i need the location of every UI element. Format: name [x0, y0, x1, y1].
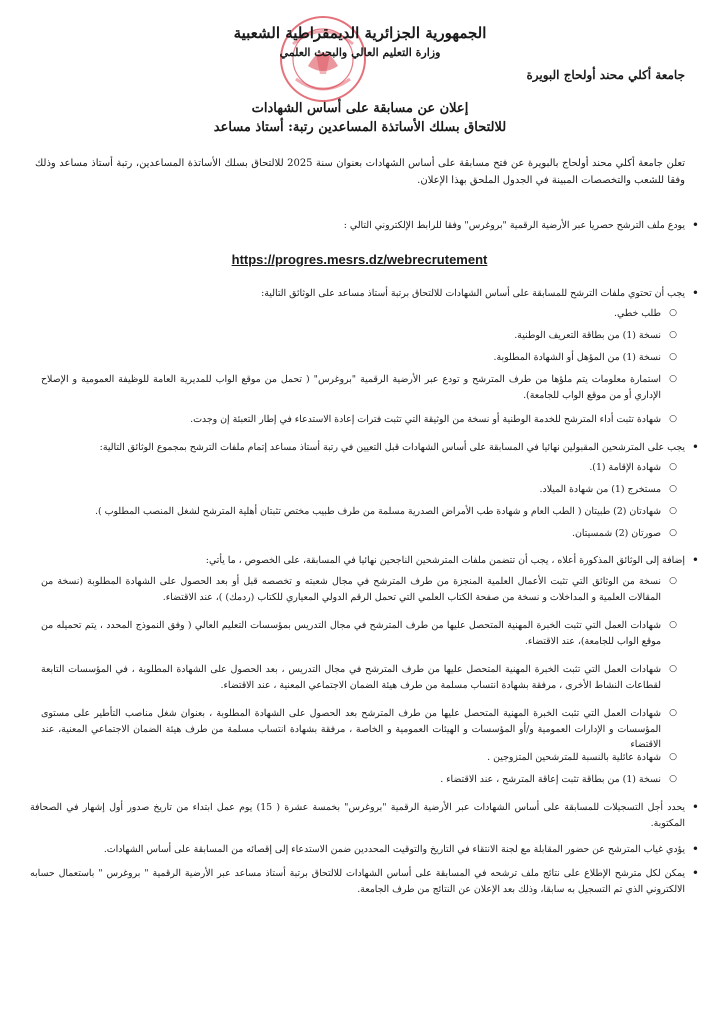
extra-doc-item: ○ نسخة من الوثائق التي تثبت الأعمال العلمية المنجزة من طرف المترشح في مجال شعبته و تخصصه قبل أو بعد الحصول على الشهادة المطلوبة (نسخة من المقالات العلمية و المداخلات و نسخة من صفحة الكتاب العلمي التي تحمل الرقم الدولي المعياري للكتاب (ردمك) )، عند الاقتضاء.	[41, 574, 661, 605]
university-name: جامعة أكلي محند أولحاج البويرة	[526, 68, 685, 82]
extra-doc-item: ○ شهادات العمل التي تثبت الخبرة المهنية المتحصل عليها من طرف المترشح في مجال التدريس بمؤسسات التعليم العالي ( وفق النموذج المحدد ، يتم تحميله من موقع الواب للجامعة)، عند الاقتضاء.	[41, 618, 661, 649]
final-doc-item: ○ شهادة الإقامة (1).	[41, 460, 661, 476]
extra-doc-item: ○ نسخة (1) من بطاقة تثبت إعاقة المترشح ، عند الاقتضاء .	[41, 772, 661, 788]
final-docs-intro-bullet: • يجب على المترشحين المقبولين نهائيا في المسابقة على أساس الشهادات قبل التعيين في رتبة أستاذ مساعد إتمام ملفات الترشح بمجموع الوثائق التالية:	[30, 440, 685, 456]
doc-item: ○ استمارة معلومات يتم ملؤها من طرف المترشح و تودع عبر الأرضية الرقمية "بروغرس" ( تحمل من موقع الواب للمديرية العامة للوظيفة العمومية و الإصلاح الإداري أو من موقع الواب للجامعة).	[41, 372, 661, 403]
doc-item: ○ نسخة (1) من بطاقة التعريف الوطنية.	[41, 328, 661, 344]
submission-bullet: • يودع ملف الترشح حصريا عبر الأرضية الرقمية "بروغرس" وفقا للرابط الإلكتروني التالي :	[30, 218, 685, 234]
ministry-header: وزارة التعليم العالي والبحث العلمي	[279, 46, 441, 59]
final-doc-item: ○ مستخرج (1) من شهادة الميلاد.	[41, 482, 661, 498]
extra-docs-intro-bullet: • إضافة إلى الوثائق المذكورة أعلاه ، يجب أن تتضمن ملفات المترشحين الناجحين نهائيا في المسابقة، على الخصوص ، ما يأتي:	[30, 553, 685, 569]
intro-paragraph: تعلن جامعة أكلي محند أولحاج بالبويرة عن فتح مسابقة على أساس الشهادات بعنوان سنة 2025 للالتحاق بسلك الأساتذة المساعدين، رتبة أستاذ مساعد وذلك وفقا للشعب والتخصصات المبينة في الجدول الملحق بهذا الإعلان.	[35, 158, 685, 186]
doc-item: ○ نسخة (1) من المؤهل أو الشهادة المطلوبة.	[41, 350, 661, 366]
final-doc-item: ○ شهادتان (2) طبيتان ( الطب العام و شهادة طب الأمراض الصدرية مسلمة من طرف طبيب مختص تثبتان أهلية المترشح لشغل المنصب المطلوب ).	[41, 504, 661, 520]
republic-header: الجمهورية الجزائرية الديمقراطية الشعبية	[233, 24, 487, 42]
deadline-bullet: • يحدد أجل التسجيلات للمسابقة على أساس الشهادات عبر الأرضية الرقمية "بروغرس" بخمسة عشرة ( 15) يوم عمل ابتداء من تاريخ صدور أول إشهار في الصحافة المكتوبة.	[30, 800, 685, 831]
docs-intro-bullet: • يجب أن تحتوي ملفات الترشح للمسابقة على أساس الشهادات للالتحاق برتبة أستاذ مساعد على الوثائق التالية:	[30, 286, 685, 302]
extra-doc-item: ○ شهادة عائلية بالنسبة للمترشحين المتزوجين .	[41, 750, 661, 766]
absence-bullet: • يؤدي غياب المترشح عن حضور المقابلة مع لجنة الانتقاء في التاريخ والتوقيت المحددين ضمن الاستدعاء إلى إقصائه من المسابقة على أساس الشهادات.	[30, 842, 685, 858]
extra-doc-item: ○ شهادات العمل التي تثبت الخبرة المهنية المتحصل عليها من طرف المترشح في مجال التدريس ، بعد الحصول على الشهادة المطلوبة ، في المؤسسات التابعة لقطاعات النشاط الأخرى ، مرفقة بشهادة انتساب مسلمة من طرف هيئة الضمان الاجتماعي المعنية ، عند الاقتضاء.	[41, 662, 661, 693]
final-doc-item: ○ صورتان (2) شمسيتان.	[41, 526, 661, 542]
doc-item: ○ شهادة تثبت أداء المترشح للخدمة الوطنية أو نسخة من الوثيقة التي تثبت فترات إعادة الاستدعاء في إطار التعبئة إن وجدت.	[41, 412, 661, 428]
recruitment-link[interactable]: https://progres.mesrs.dz/webrecrutement	[231, 252, 488, 267]
extra-doc-item: ○ شهادات العمل التي تثبت الخبرة المهنية المتحصل عليها من طرف المترشح بعد الحصول على الشهادة المطلوبة ، بعنوان شغل مناصب التأطير على مستوى المؤسسات و الإدارات العمومية و/أو المؤسسات و الهيئات العمومية و الخاصة ، مرفقة بشهادة انتساب مسلمة من طرف هيئة الضمان الاجتماعي المعنية، عند الاقتضاء	[41, 706, 661, 753]
announcement-subtitle: للالتحاق بسلك الأساتذة المساعدين رتبة: أستاذ مساعد	[213, 120, 507, 135]
doc-item: ○ طلب خطي.	[41, 306, 661, 322]
announcement-title: إعلان عن مسابقة على أساس الشهادات	[251, 101, 469, 116]
results-bullet: • يمكن لكل مترشح الإطلاع على نتائج ملف ترشحه في المسابقة على أساس الشهادات للالتحاق برتبة أستاذ مساعد عبر الأرضية الرقمية " بروغرس " باستعمال حسابه الالكتروني الذي تم التسجيل به سابقا، وذلك بعد الإعلان عن النتائج من طرف الجامعة.	[30, 866, 685, 897]
